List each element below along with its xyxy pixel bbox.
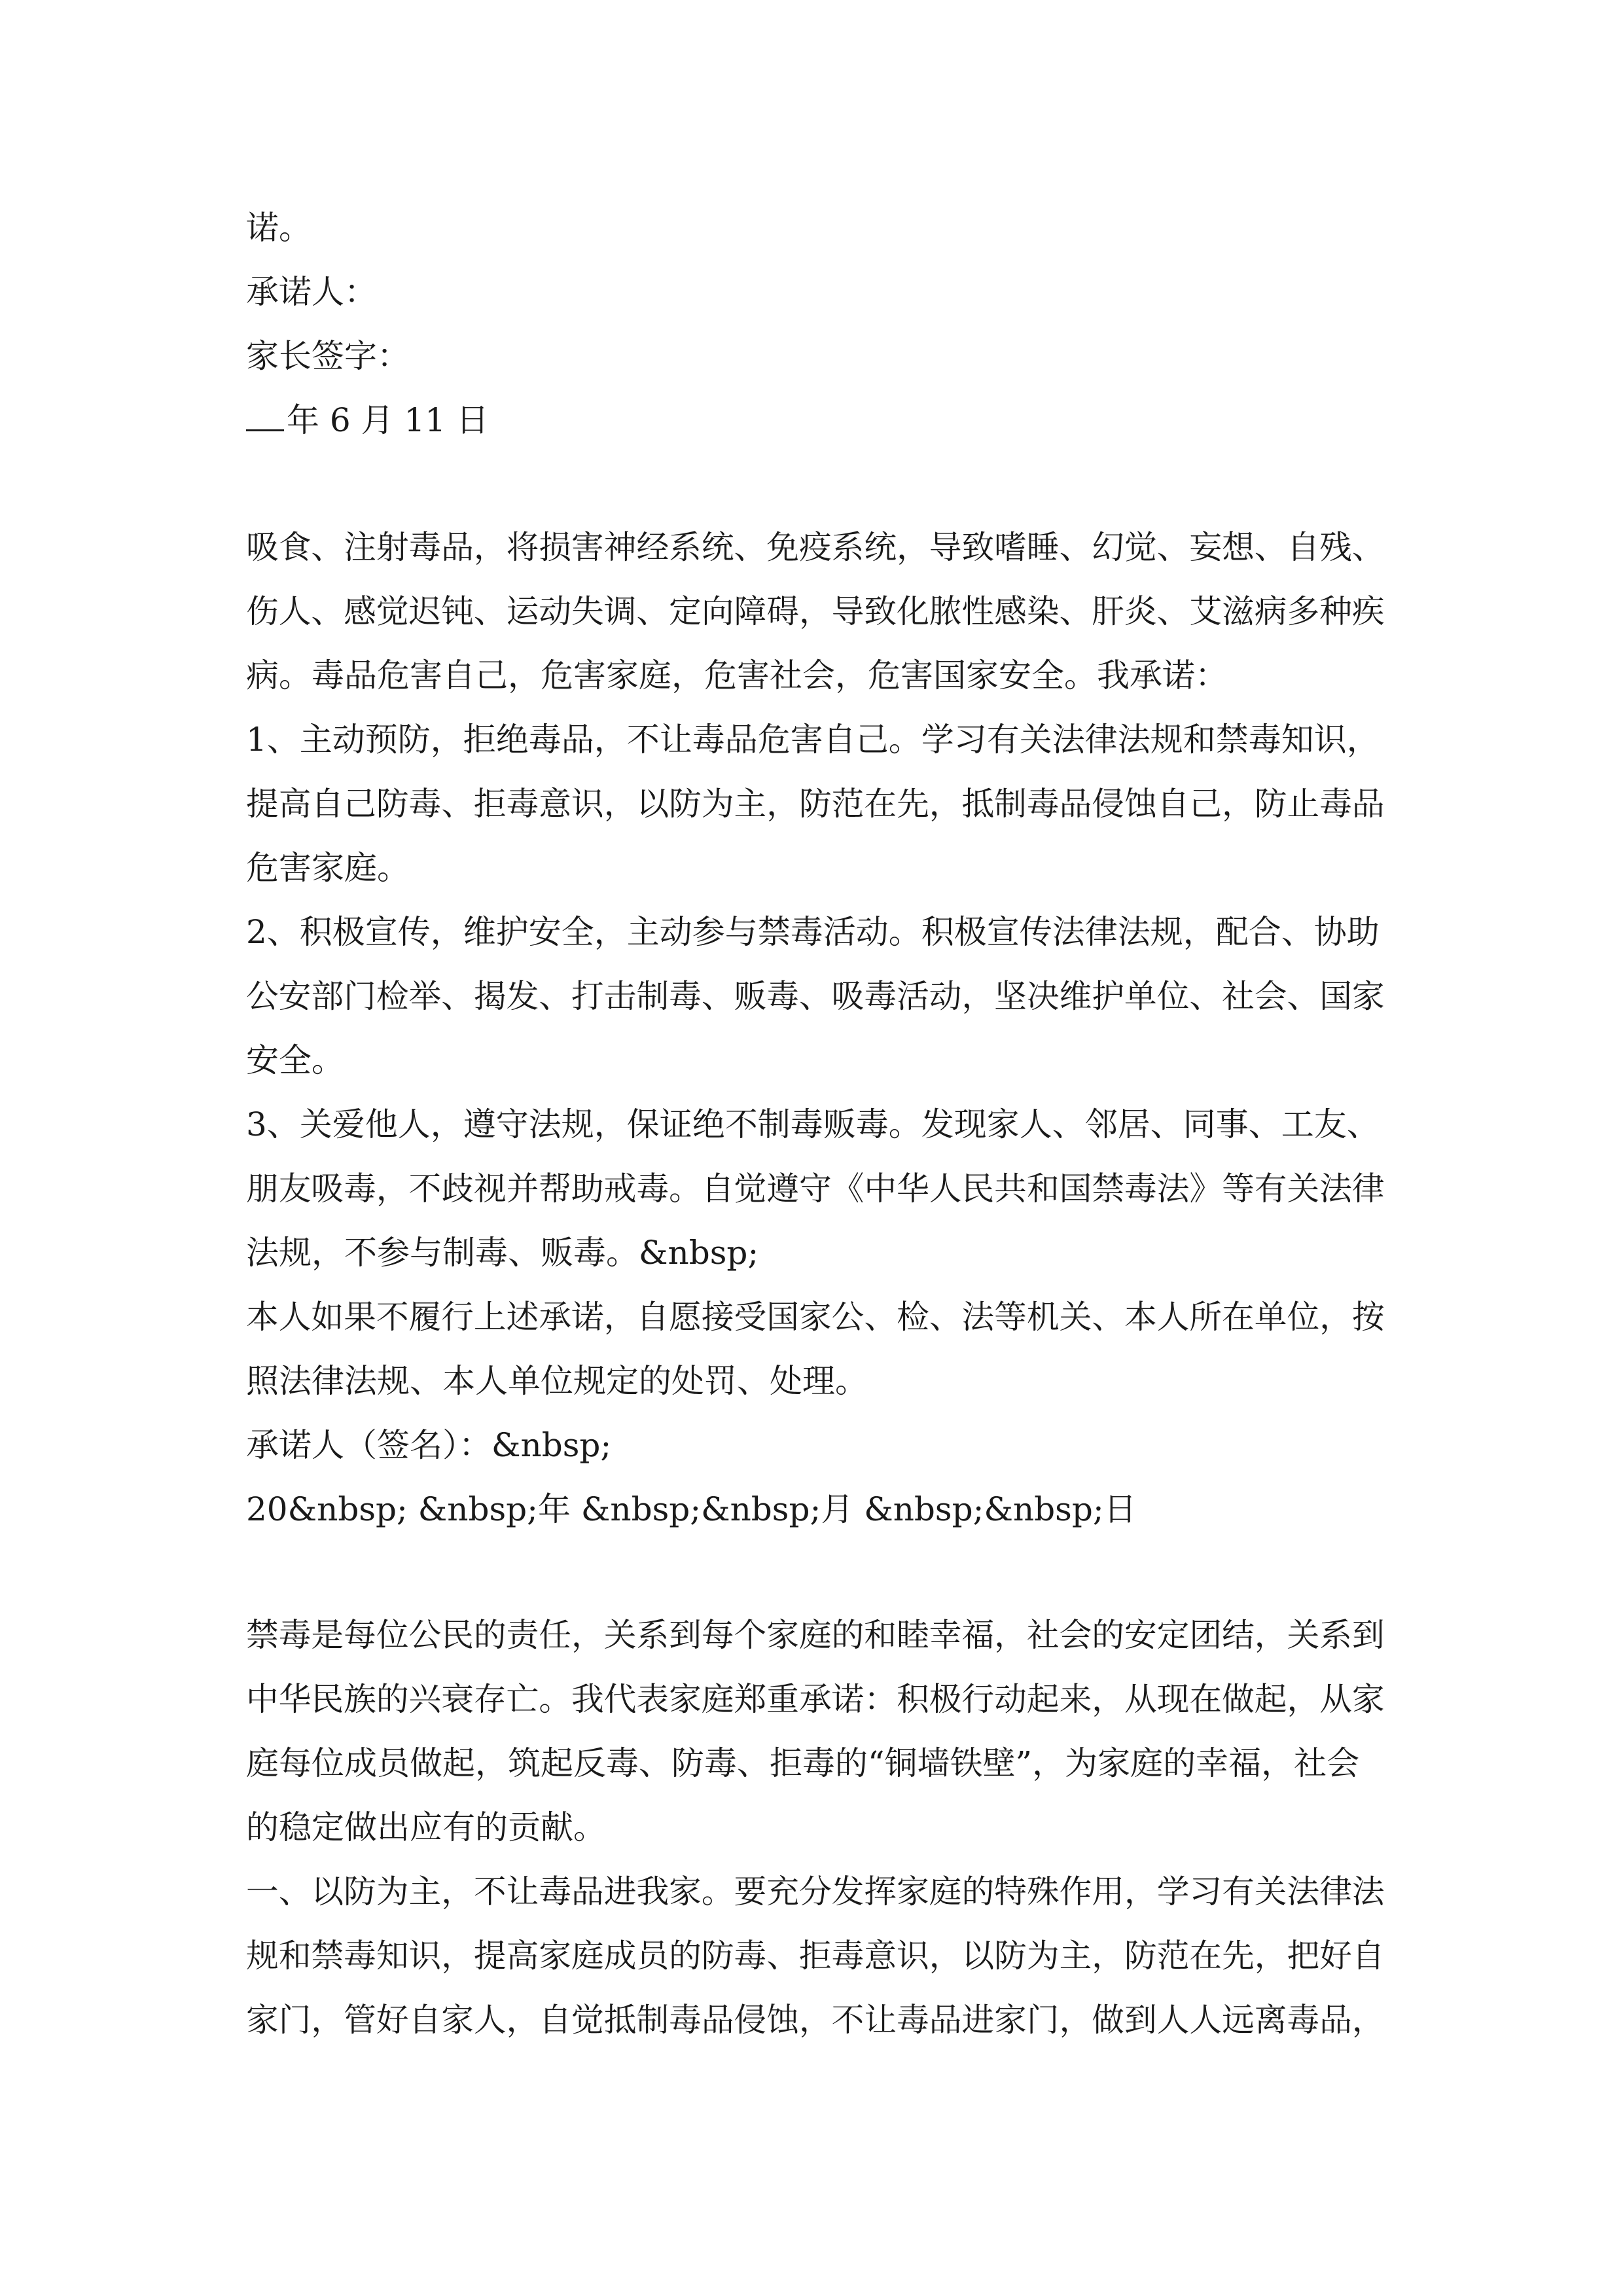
text-line: 庭每位成员做起，筑起反毒、防毒、拒毒的“铜墙铁壁”，为家庭的幸福，社会 xyxy=(246,1744,1360,1782)
date-line: 20&nbsp; &nbsp;年 &nbsp;&nbsp;月 &nbsp;&nbsp;日 xyxy=(246,1490,1137,1528)
text-line: 朋友吸毒，不歧视并帮助戒毒。自觉遵守《中华人民共和国禁毒法》等有关法律 xyxy=(246,1170,1385,1208)
signature-line: 承诺人（签名）：&nbsp; xyxy=(246,1426,612,1464)
text-line: 1、主动预防，拒绝毒品，不让毒品危害自己。学习有关法律法规和禁毒知识， xyxy=(246,721,1380,759)
text-line: 伤人、感觉迟钝、运动失调、定向障碍，导致化脓性感染、肝炎、艾滋病多种疾 xyxy=(246,592,1385,630)
text-line: 法规，不参与制毒、贩毒。&nbsp; xyxy=(246,1234,759,1272)
text-line: 病。毒品危害自己，危害家庭，危害社会，危害国家安全。我承诺： xyxy=(246,656,1228,694)
text-line: 安全。 xyxy=(246,1041,344,1079)
promiser-label: 承诺人： xyxy=(246,273,377,311)
text-line: 禁毒是每位公民的责任，关系到每个家庭的和睦幸福，社会的安定团结，关系到 xyxy=(246,1616,1385,1654)
text-line: 吸食、注射毒品，将损害神经系统、免疫系统，导致嗜睡、幻觉、妄想、自残、 xyxy=(246,528,1385,566)
parent-signature-label: 家长签字： xyxy=(246,337,410,375)
text-line: 照法律法规、本人单位规定的处罚、处理。 xyxy=(246,1362,868,1400)
text-line: 公安部门检举、揭发、打击制毒、贩毒、吸毒活动，坚决维护单位、社会、国家 xyxy=(246,977,1385,1015)
text-line: 3、关爱他人，遵守法规，保证绝不制毒贩毒。发现家人、邻居、同事、工友、 xyxy=(246,1105,1380,1143)
date-line xyxy=(246,401,489,440)
text-line: 一、以防为主，不让毒品进我家。要充分发挥家庭的特殊作用，学习有关法律法 xyxy=(246,1873,1385,1910)
text-line: 危害家庭。 xyxy=(246,849,410,887)
date-text: 年 6 月 11 日 xyxy=(287,401,490,439)
text-line: 2、积极宣传，维护安全，主动参与禁毒活动。积极宣传法律法规，配合、协助 xyxy=(246,913,1380,951)
text-line: 家门，管好自家人，自觉抵制毒品侵蚀，不让毒品进家门，做到人人远离毒品， xyxy=(246,2001,1385,2039)
text-line: 诺。 xyxy=(246,209,312,247)
date-blank xyxy=(246,401,284,431)
text-line: 中华民族的兴衰存亡。我代表家庭郑重承诺：积极行动起来，从现在做起，从家 xyxy=(246,1680,1385,1718)
text-line: 本人如果不履行上述承诺，自愿接受国家公、检、法等机关、本人所在单位，按 xyxy=(246,1298,1385,1336)
text-line: 提高自己防毒、拒毒意识，以防为主，防范在先，抵制毒品侵蚀自己，防止毒品 xyxy=(246,785,1385,823)
text-line: 的稳定做出应有的贡献。 xyxy=(246,1808,606,1846)
text-line: 规和禁毒知识，提高家庭成员的防毒、拒毒意识，以防为主，防范在先，把好自 xyxy=(246,1937,1385,1975)
